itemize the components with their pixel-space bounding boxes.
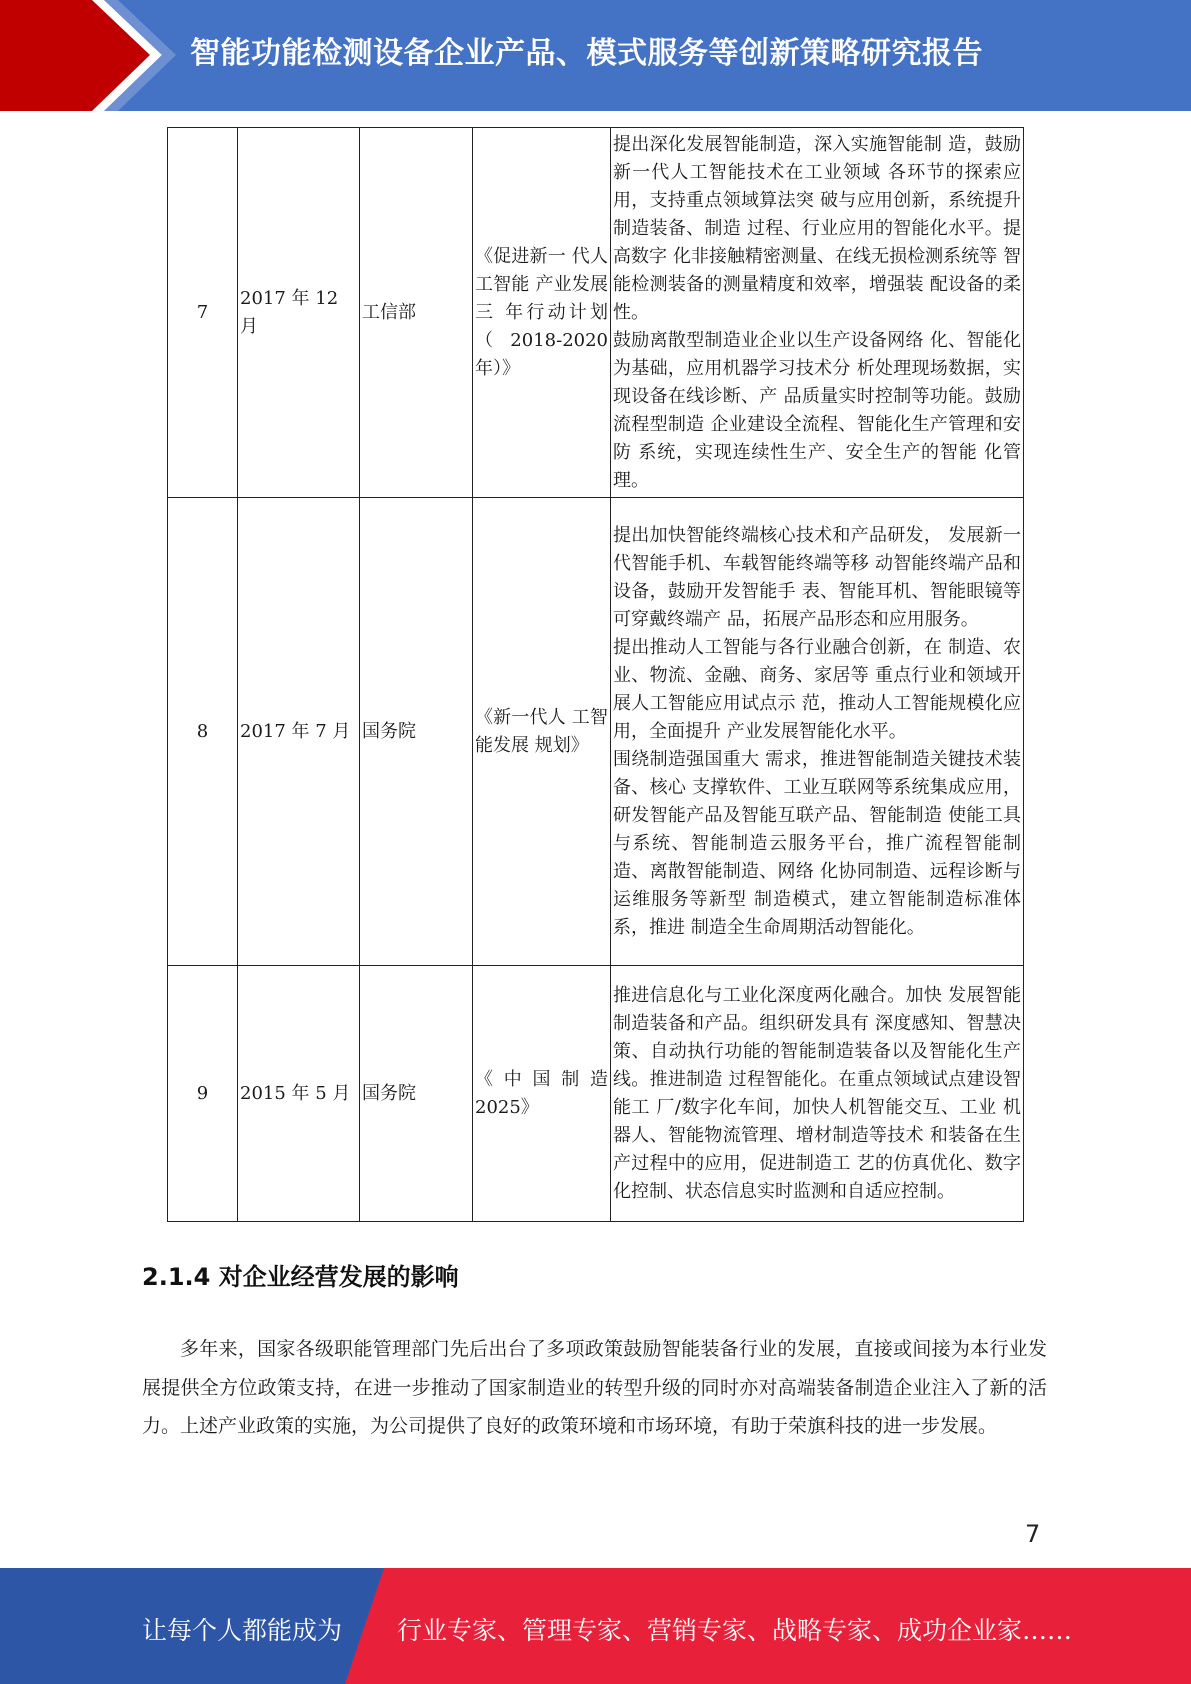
page-number: 7 (1025, 1520, 1041, 1548)
content-paragraph: 提出深化发展智能制造，深入实施智能制 造，鼓励新一代人工智能技术在工业领域 各环节的探索应用，支持重点领域算法突 破与应用创新，系统提升制造装备、制造 过程、行业应用的智能化水平。提高数字 化非接触精密测量、在线无损检测系统等 智能检测装备的测量精度和效率，增强装 配设备的柔性。 (613, 133, 1021, 323)
page-footer (0, 1568, 1191, 1684)
policy-table (167, 127, 1024, 1222)
policy-document-name: 《新一代人 工智能发展 规划》 (473, 498, 611, 966)
footer-slogan-right: 行业专家、管理专家、营销专家、战略专家、成功企业家…… (397, 1616, 1073, 1645)
report-title: 智能功能检测设备企业产品、模式服务等创新策略研究报告 (190, 36, 983, 71)
issuing-department: 国务院 (360, 498, 473, 966)
content-paragraph: 提出加快智能终端核心技术和产品研发， 发展新一代智能手机、车载智能终端等移 动智能终端产品和设备，鼓励开发智能手 表、智能耳机、智能眼镜等可穿戴终端产 品，拓展产品形态和应用服务。 (613, 524, 1021, 630)
content-paragraph: 提出推动人工智能与各行业融合创新，在 制造、农业、物流、金融、商务、家居等 重点行业和领域开展人工智能应用试点示 范，推动人工智能规模化应用，全面提升 产业发展智能化水平。 (613, 636, 1021, 742)
table-row (168, 498, 1024, 966)
content-paragraph: 鼓励离散型制造业企业以生产设备网络 化、智能化为基础，应用机器学习技术分 析处理现场数据，实现设备在线诊断、产 品质量实时控制等功能。鼓励流程型制造 企业建设全流程、智能化生产管理和安防 系统，实现连续性生产、安全生产的智能 化管理。 (613, 329, 1021, 491)
content-paragraph: 围绕制造强国重大 需求，推进智能制造关键技术装备、核心 支撑软件、工业互联网等系统集成应用， 研发智能产品及智能互联产品、智能制造 使能工具与系统、智能制造云服务平台，推广流程智能制造、离散智能制造、网络 化协同制造、远程诊断与运维服务等新型 制造模式，建立智能制造标准体系，推进 制造全生命周期活动智能化。 (613, 748, 1021, 938)
issuing-department: 国务院 (360, 966, 473, 1222)
content-paragraph: 推进信息化与工业化深度两化融合。加快 发展智能制造装备和产品。组织研发具有 深度感知、智慧决策、自动执行功能的智能制造装备以及智能化生产线。推进制造 过程智能化。在重点领域试点建设智能工 厂/数字化车间，加快人机智能交互、工业 机器人、智能物流管理、增材制造等技术 和装备在生产过程中的应用，促进制造工 艺的仿真优化、数字化控制、状态信息实时监测和自适应控制。 (613, 984, 1021, 1202)
issue-date: 2017 年 12 月 (238, 128, 360, 498)
header-arrow-decoration (0, 0, 200, 111)
policy-content (611, 966, 1024, 1222)
policy-content (611, 498, 1024, 966)
section-heading: 2.1.4 对企业经营发展的影响 (142, 1263, 459, 1291)
table-row (168, 128, 1024, 498)
table-row (168, 966, 1024, 1222)
policy-document-name: 《促进新一 代人工智能 产业发展三 年行动计划 （ 2018-2020 年）》 (473, 128, 611, 498)
issuing-department: 工信部 (360, 128, 473, 498)
row-number: 9 (168, 966, 238, 1222)
row-number: 8 (168, 498, 238, 966)
row-number: 7 (168, 128, 238, 498)
section-paragraph: 多年来，国家各级职能管理部门先后出台了多项政策鼓励智能装备行业的发展，直接或间接为本行业发展提供全方位政策支持，在进一步推动了国家制造业的转型升级的同时亦对高端装备制造企业注入了新的活力。上述产业政策的实施，为公司提供了良好的政策环境和市场环境，有助于荣旗科技的进一步发展。 (142, 1338, 1047, 1437)
policy-document-name: 《中国制造 2025》 (473, 966, 611, 1222)
issue-date: 2015 年 5 月 (238, 966, 360, 1222)
page-header (0, 0, 1191, 111)
policy-content (611, 128, 1024, 498)
footer-slogan-left: 让每个人都能成为 (142, 1616, 343, 1645)
issue-date: 2017 年 7 月 (238, 498, 360, 966)
